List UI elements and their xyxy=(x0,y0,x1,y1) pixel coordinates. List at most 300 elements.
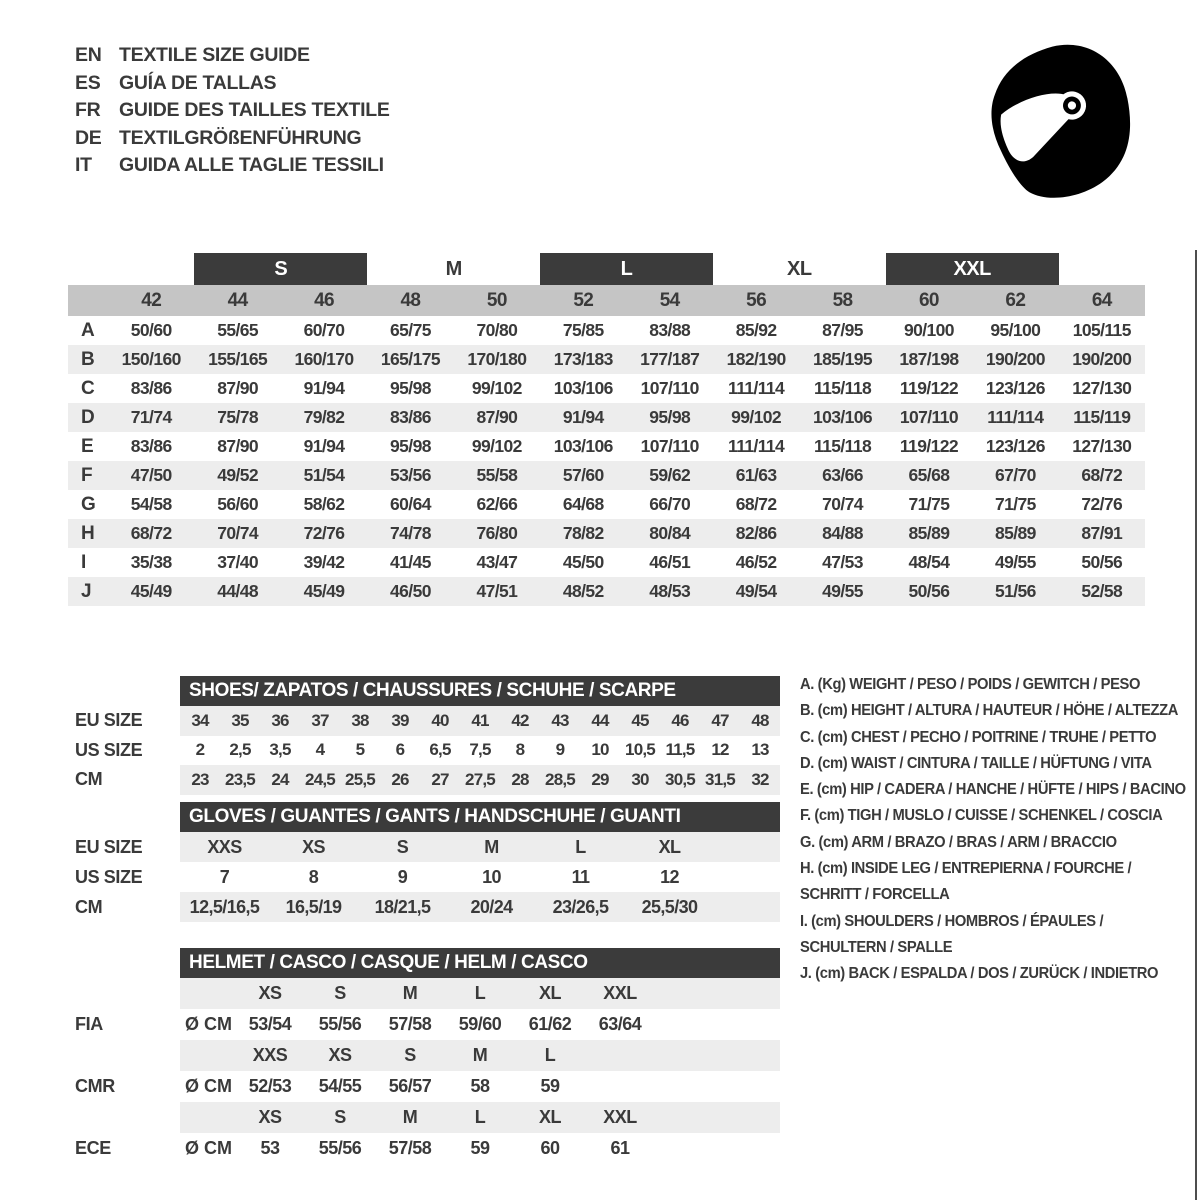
size-value-cell: 43/47 xyxy=(476,552,518,572)
helmet-size-header: S xyxy=(334,1107,346,1127)
size-value-cell: 72/76 xyxy=(303,523,345,543)
size-value-cell: 99/102 xyxy=(471,378,522,398)
size-value-cell: 87/90 xyxy=(476,407,518,427)
helmet-size-header-row xyxy=(180,978,780,1009)
size-value-cell: 83/86 xyxy=(130,378,172,398)
size-value-cell: 111/114 xyxy=(728,378,785,398)
main-size-table xyxy=(68,253,1145,606)
table-row xyxy=(65,706,780,736)
table-row xyxy=(65,1009,780,1040)
row-letter: D xyxy=(81,406,95,428)
size-value-cell: 24 xyxy=(271,769,289,789)
size-value-cell: 65/75 xyxy=(390,320,431,340)
helmet-size-header: XXL xyxy=(603,983,637,1003)
size-value-cell: 52/58 xyxy=(1081,581,1123,601)
helmet-size-header: M xyxy=(402,983,418,1003)
size-value-cell: M xyxy=(484,836,499,857)
helmet-size-header: S xyxy=(404,1045,416,1065)
legend-line: J. (cm) BACK / ESPALDA / DOS / ZURÜCK / INDIETRO xyxy=(800,965,1159,983)
size-value-cell: 58 xyxy=(470,1076,490,1096)
legend-line: SCHULTERN / SPALLE xyxy=(800,938,953,956)
size-value-cell: 68/72 xyxy=(130,523,172,543)
legend-line: H. (cm) INSIDE LEG / ENTREPIERNA / FOURCHE / xyxy=(800,860,1132,878)
size-value-cell: 85/89 xyxy=(908,523,950,543)
size-value-cell: 70/74 xyxy=(217,523,259,543)
row-values xyxy=(180,1133,780,1164)
table-row xyxy=(68,374,1145,403)
size-value-cell: 10,5 xyxy=(625,740,655,760)
language-title: GUIDA ALLE TAGLIE TESSILI xyxy=(119,154,384,176)
shoes-table xyxy=(65,676,780,795)
row-letter: A xyxy=(81,319,95,341)
language-title: TEXTILE SIZE GUIDE xyxy=(119,44,310,66)
size-value-cell: 107/110 xyxy=(899,407,958,427)
size-value-cell: 91/94 xyxy=(562,407,604,427)
size-value-cell: 47/53 xyxy=(822,552,863,572)
helmet-size-header: XL xyxy=(538,1107,561,1127)
size-value-cell: 185/195 xyxy=(813,349,873,369)
size-value-cell: 48/52 xyxy=(562,581,604,601)
size-value-cell: 44/48 xyxy=(217,581,259,601)
size-value-cell: 13 xyxy=(751,740,769,760)
size-value-cell: 51/56 xyxy=(994,581,1036,601)
size-value-cell: 43 xyxy=(551,710,569,730)
size-value-cell: 59/62 xyxy=(649,465,691,485)
size-value-cell: 95/98 xyxy=(390,436,431,456)
size-value-cell: 47/51 xyxy=(476,581,518,601)
size-value-cell: 12,5/16,5 xyxy=(189,896,260,917)
language-row xyxy=(75,125,390,153)
helmet-table-title: HELMET / CASCO / CASQUE / HELM / CASCO xyxy=(180,948,780,978)
size-value-cell: 8 xyxy=(308,866,319,887)
size-value-cell: 2 xyxy=(195,740,205,760)
size-value-cell: 7,5 xyxy=(469,740,491,760)
row-letter: G xyxy=(81,493,96,515)
size-value-cell: 47 xyxy=(711,710,729,730)
size-value-cell: 39/42 xyxy=(303,552,345,572)
size-value-cell: 99/102 xyxy=(731,407,782,427)
table-row xyxy=(68,461,1145,490)
numeric-size: 56 xyxy=(746,289,767,311)
size-value-cell: 12 xyxy=(660,866,679,887)
size-value-cell: 10 xyxy=(482,866,501,887)
language-code: FR xyxy=(75,99,101,121)
size-value-cell: 9 xyxy=(555,740,565,760)
size-value-cell: 71/75 xyxy=(908,494,950,514)
legend-line: E. (cm) HIP / CADERA / HANCHE / HÜFTE / HIPS / BACINO xyxy=(800,781,1186,799)
table-row xyxy=(68,432,1145,461)
size-value-cell: 107/110 xyxy=(640,378,699,398)
size-value-cell: 95/98 xyxy=(649,407,691,427)
legend-item xyxy=(800,777,1186,803)
size-group-xxl: XXL xyxy=(886,253,1059,285)
size-value-cell: 119/122 xyxy=(899,378,958,398)
language-code: IT xyxy=(75,154,92,176)
table-row xyxy=(65,1133,780,1164)
helmet-size-header: XXL xyxy=(603,1107,637,1127)
size-value-cell: 83/86 xyxy=(130,436,172,456)
row-letter: F xyxy=(81,464,93,486)
language-title-list xyxy=(75,42,390,180)
size-value-cell: 45/49 xyxy=(130,581,172,601)
size-value-cell: 48 xyxy=(751,710,769,730)
legend-line: SCHRITT / FORCELLA xyxy=(800,886,950,904)
size-value-cell: 46/51 xyxy=(649,552,691,572)
size-value-cell: 57/60 xyxy=(562,465,604,485)
legend-item xyxy=(800,672,1180,698)
numeric-size: 48 xyxy=(400,289,421,311)
row-values xyxy=(180,765,780,795)
row-values xyxy=(180,832,780,862)
size-value-cell: 31,5 xyxy=(705,769,735,789)
size-group-l: L xyxy=(540,253,713,285)
helmet-size-header: M xyxy=(402,1107,418,1127)
size-value-cell: 30,5 xyxy=(665,769,695,789)
row-values xyxy=(180,862,780,892)
size-value-cell: 63/66 xyxy=(822,465,863,485)
size-value-cell: 18/21,5 xyxy=(374,896,431,917)
legend-item xyxy=(800,961,1180,987)
size-value-cell: 49/54 xyxy=(735,581,777,601)
helmet-rows xyxy=(65,978,780,1164)
size-value-cell: 6 xyxy=(395,740,405,760)
size-value-cell: 65/68 xyxy=(908,465,950,485)
size-value-cell: 107/110 xyxy=(640,436,699,456)
size-value-cell: 87/90 xyxy=(217,378,259,398)
numeric-size: 46 xyxy=(314,289,334,311)
table-row xyxy=(65,1102,780,1133)
helmet-size-header: XS xyxy=(258,1107,282,1127)
size-value-cell: 71/74 xyxy=(130,407,172,427)
size-value-cell: 23,5 xyxy=(225,769,255,789)
helmet-size-header: XS xyxy=(258,983,282,1003)
size-value-cell: 34 xyxy=(191,710,209,730)
legend-item xyxy=(800,725,1180,751)
language-title: GUIDE DES TAILLES TEXTILE xyxy=(119,99,390,121)
size-value-cell: 53/56 xyxy=(390,465,431,485)
size-value-cell: 62/66 xyxy=(476,494,518,514)
language-row xyxy=(75,70,390,98)
table-row xyxy=(68,316,1145,345)
diameter-unit: Ø CM xyxy=(185,1138,232,1158)
size-value-cell: 29 xyxy=(591,769,609,789)
size-value-cell: 87/91 xyxy=(1081,523,1123,543)
shoes-rows xyxy=(65,706,780,795)
size-value-cell: 60/64 xyxy=(390,494,431,514)
size-group-m: M xyxy=(445,257,462,280)
size-value-cell: 190/200 xyxy=(1072,349,1132,369)
row-values xyxy=(180,1009,780,1040)
size-group-s: S xyxy=(194,253,367,285)
size-value-cell: 30 xyxy=(631,769,649,789)
size-value-cell: 103/106 xyxy=(553,378,613,398)
size-value-cell: 48/54 xyxy=(908,552,950,572)
numeric-size: 50 xyxy=(486,289,507,311)
size-value-cell: 87/90 xyxy=(217,436,259,456)
size-value-cell: 56/60 xyxy=(217,494,259,514)
legend-line: F. (cm) TIGH / MUSLO / CUISSE / SCHENKEL / COSCIA xyxy=(800,807,1163,825)
helmet-size-header: XXS xyxy=(252,1045,288,1065)
table-row xyxy=(65,978,780,1009)
numeric-size: 60 xyxy=(918,289,939,311)
size-value-cell: 37/40 xyxy=(217,552,259,572)
size-value-cell: 51/54 xyxy=(303,465,345,485)
size-value-cell: 55/58 xyxy=(476,465,518,485)
racing-helmet-icon xyxy=(972,36,1147,208)
size-value-cell: 10 xyxy=(591,740,609,760)
diameter-unit: Ø CM xyxy=(185,1076,232,1096)
size-value-cell: 95/100 xyxy=(990,320,1041,340)
size-value-cell: 115/119 xyxy=(1073,407,1131,427)
size-value-cell: 54/55 xyxy=(318,1076,362,1096)
legend-item xyxy=(800,803,1180,829)
legend-line: D. (cm) WAIST / CINTURA / TAILLE / HÜFTUNG / VITA xyxy=(800,754,1152,772)
size-value-cell: 53/54 xyxy=(248,1014,292,1034)
size-value-cell: 68/72 xyxy=(735,494,777,514)
size-value-cell: 53 xyxy=(260,1138,280,1158)
size-value-cell: 45/49 xyxy=(303,581,345,601)
measurement-legend xyxy=(800,672,1186,988)
legend-line: G. (cm) ARM / BRAZO / BRAS / ARM / BRACCIO xyxy=(800,833,1117,851)
standard-label: CMR xyxy=(75,1076,115,1096)
table-row xyxy=(68,403,1145,432)
shoes-table-title: SHOES/ ZAPATOS / CHAUSSURES / SCHUHE / SCARPE xyxy=(180,676,780,706)
size-value-cell: 75/78 xyxy=(217,407,259,427)
size-value-cell: 115/118 xyxy=(813,378,872,398)
standard-label: ECE xyxy=(75,1138,111,1158)
size-value-cell: 57/58 xyxy=(388,1138,432,1158)
row-letter: J xyxy=(81,580,92,602)
size-value-cell: 4 xyxy=(315,740,325,760)
size-value-cell: 23/26,5 xyxy=(552,896,609,917)
legend-item xyxy=(800,909,1180,962)
size-group-header-row xyxy=(68,253,1145,285)
size-value-cell: 20/24 xyxy=(470,896,513,917)
size-value-cell: 46/52 xyxy=(735,552,777,572)
size-value-cell: 47/50 xyxy=(130,465,172,485)
helmet-size-header: XS xyxy=(328,1045,352,1065)
table-row xyxy=(68,345,1145,374)
size-value-cell: 123/126 xyxy=(985,436,1045,456)
row-label: CM xyxy=(75,896,103,917)
language-code: DE xyxy=(75,126,102,149)
size-value-cell: 80/84 xyxy=(649,523,691,543)
size-value-cell: 45/50 xyxy=(562,552,604,572)
table-row xyxy=(65,862,780,892)
size-value-cell: 99/102 xyxy=(471,436,522,456)
helmet-size-header: M xyxy=(472,1045,488,1065)
size-value-cell: 68/72 xyxy=(1081,465,1123,485)
size-value-cell: 82/86 xyxy=(735,523,777,543)
size-value-cell: 83/86 xyxy=(390,407,431,427)
helmet-size-header: XL xyxy=(538,983,561,1003)
table-row xyxy=(68,548,1145,577)
size-value-cell: 84/88 xyxy=(822,523,863,543)
row-values xyxy=(180,1071,780,1102)
size-value-cell: XS xyxy=(302,836,325,857)
language-title: GUÍA DE TALLAS xyxy=(119,71,277,94)
size-value-cell: 12 xyxy=(711,740,729,760)
size-value-cell: 55/56 xyxy=(318,1138,362,1158)
size-value-cell: 25,5 xyxy=(345,769,375,789)
size-value-cell: 63/64 xyxy=(598,1014,642,1034)
numeric-size: 64 xyxy=(1091,289,1112,311)
size-value-cell: 8 xyxy=(515,740,525,760)
size-value-cell: 28 xyxy=(511,769,529,789)
size-value-cell: 44 xyxy=(591,710,609,730)
size-value-cell: 5 xyxy=(355,740,365,760)
size-value-cell: 28,5 xyxy=(545,769,575,789)
size-value-cell: 150/160 xyxy=(121,349,181,369)
numeric-size: 52 xyxy=(573,289,594,311)
size-value-cell: 59 xyxy=(540,1076,560,1096)
size-value-cell: 55/65 xyxy=(217,320,259,340)
size-value-cell: 50/60 xyxy=(130,320,172,340)
size-value-cell: 59 xyxy=(470,1138,490,1158)
size-value-cell: 61/62 xyxy=(528,1014,572,1034)
size-value-cell: 32 xyxy=(751,769,769,789)
table-row xyxy=(68,490,1145,519)
table-row xyxy=(65,765,780,795)
numeric-size: 54 xyxy=(659,289,680,311)
size-value-cell: 72/76 xyxy=(1081,494,1123,514)
row-letter: C xyxy=(81,377,95,399)
size-value-cell: 60/70 xyxy=(303,320,345,340)
size-value-cell: 6,5 xyxy=(429,740,451,760)
size-value-cell: 54/58 xyxy=(130,494,172,514)
size-value-cell: 61/63 xyxy=(735,465,777,485)
size-value-cell: 61 xyxy=(610,1138,630,1158)
size-value-cell: 75/85 xyxy=(562,320,604,340)
row-letter: B xyxy=(81,348,95,370)
helmet-size-header: L xyxy=(474,983,486,1003)
helmet-size-header: L xyxy=(544,1045,556,1065)
size-value-cell: 24,5 xyxy=(305,769,335,789)
measurement-rows xyxy=(68,316,1145,606)
size-value-cell: 55/56 xyxy=(318,1014,362,1034)
size-value-cell: 49/52 xyxy=(217,465,259,485)
size-value-cell: 87/95 xyxy=(822,320,863,340)
size-value-cell: 103/106 xyxy=(553,436,613,456)
size-value-cell: 111/114 xyxy=(987,407,1044,427)
size-value-cell: 35/38 xyxy=(130,552,172,572)
size-value-cell: 2,5 xyxy=(229,740,251,760)
row-label: US SIZE xyxy=(75,739,143,760)
size-value-cell: 11,5 xyxy=(665,740,695,760)
diameter-unit: Ø CM xyxy=(185,1014,232,1034)
size-value-cell: 70/74 xyxy=(822,494,863,514)
size-value-cell: 71/75 xyxy=(994,494,1036,514)
helmet-size-header-row xyxy=(180,1040,780,1071)
row-label: EU SIZE xyxy=(75,836,143,857)
size-value-cell: 70/80 xyxy=(476,320,518,340)
legend-line: B. (cm) HEIGHT / ALTURA / HAUTEUR / HÖHE / ALTEZZA xyxy=(800,702,1179,720)
size-value-cell: 111/114 xyxy=(728,436,785,456)
gloves-rows xyxy=(65,832,780,922)
size-value-cell: 187/198 xyxy=(899,349,959,369)
gloves-table-title: GLOVES / GUANTES / GANTS / HANDSCHUHE / GUANTI xyxy=(180,802,780,832)
size-value-cell: 173/183 xyxy=(553,349,613,369)
size-value-cell: 52/53 xyxy=(248,1076,292,1096)
size-value-cell: 155/165 xyxy=(208,349,268,369)
table-row xyxy=(68,577,1145,606)
row-values xyxy=(180,892,780,922)
size-value-cell: 190/200 xyxy=(985,349,1045,369)
language-row xyxy=(75,152,390,180)
size-value-cell: 85/89 xyxy=(994,523,1036,543)
size-value-cell: 41/45 xyxy=(390,552,431,572)
size-value-cell: 9 xyxy=(397,866,408,887)
language-code: EN xyxy=(75,44,102,66)
size-value-cell: 66/70 xyxy=(649,494,691,514)
size-value-cell: 46/50 xyxy=(390,581,431,601)
size-value-cell: 39 xyxy=(391,710,409,730)
size-value-cell: 45 xyxy=(631,710,649,730)
size-value-cell: 160/170 xyxy=(294,349,354,369)
row-values xyxy=(180,706,780,736)
size-value-cell: 127/130 xyxy=(1072,436,1132,456)
legend-item xyxy=(800,830,1180,856)
legend-item xyxy=(800,856,1180,909)
row-letter: E xyxy=(81,435,94,457)
size-value-cell: 38 xyxy=(351,710,369,730)
size-value-cell: 27,5 xyxy=(465,769,495,789)
helmet-size-header-row xyxy=(180,1102,780,1133)
size-value-cell: 26 xyxy=(391,769,409,789)
size-value-cell: 50/56 xyxy=(1081,552,1123,572)
size-value-cell: 123/126 xyxy=(985,378,1045,398)
size-value-cell: 57/58 xyxy=(388,1014,432,1034)
size-value-cell: 78/82 xyxy=(562,523,604,543)
size-value-cell: 177/187 xyxy=(640,349,700,369)
language-row xyxy=(75,97,390,125)
size-value-cell: 56/57 xyxy=(388,1076,432,1096)
legend-item xyxy=(800,698,1180,724)
helmet-table xyxy=(65,948,780,1164)
numeric-size: 44 xyxy=(227,289,248,311)
gloves-table xyxy=(65,802,780,922)
size-value-cell: 67/70 xyxy=(994,465,1036,485)
row-values xyxy=(180,736,780,766)
size-value-cell: 83/88 xyxy=(649,320,691,340)
size-value-cell: 36 xyxy=(271,710,289,730)
size-value-cell: 105/115 xyxy=(1072,320,1131,340)
size-value-cell: 37 xyxy=(311,710,329,730)
size-value-cell: 50/56 xyxy=(908,581,950,601)
row-label: EU SIZE xyxy=(75,710,143,731)
size-value-cell: 165/175 xyxy=(380,349,440,369)
size-group-xl: XL xyxy=(787,257,812,280)
row-letter: I xyxy=(81,551,87,573)
numeric-size: 62 xyxy=(1005,289,1026,311)
row-label: CM xyxy=(75,769,103,790)
table-row xyxy=(65,1040,780,1071)
size-value-cell: XXS xyxy=(207,836,242,857)
size-value-cell: 90/100 xyxy=(903,320,954,340)
size-value-cell: 41 xyxy=(471,710,489,730)
size-value-cell: 91/94 xyxy=(303,436,345,456)
language-title: TEXTILGRÖßENFÜHRUNG xyxy=(119,126,362,149)
table-row xyxy=(68,519,1145,548)
language-code: ES xyxy=(75,71,101,94)
size-value-cell: 119/122 xyxy=(899,436,958,456)
helmet-size-header: L xyxy=(474,1107,486,1127)
legend-line: I. (cm) SHOULDERS / HOMBROS / ÉPAULES / xyxy=(800,912,1104,930)
numeric-size: 42 xyxy=(141,289,162,311)
size-value-cell: S xyxy=(396,836,409,857)
size-value-cell: 170/180 xyxy=(467,349,527,369)
size-value-cell: 40 xyxy=(431,710,449,730)
